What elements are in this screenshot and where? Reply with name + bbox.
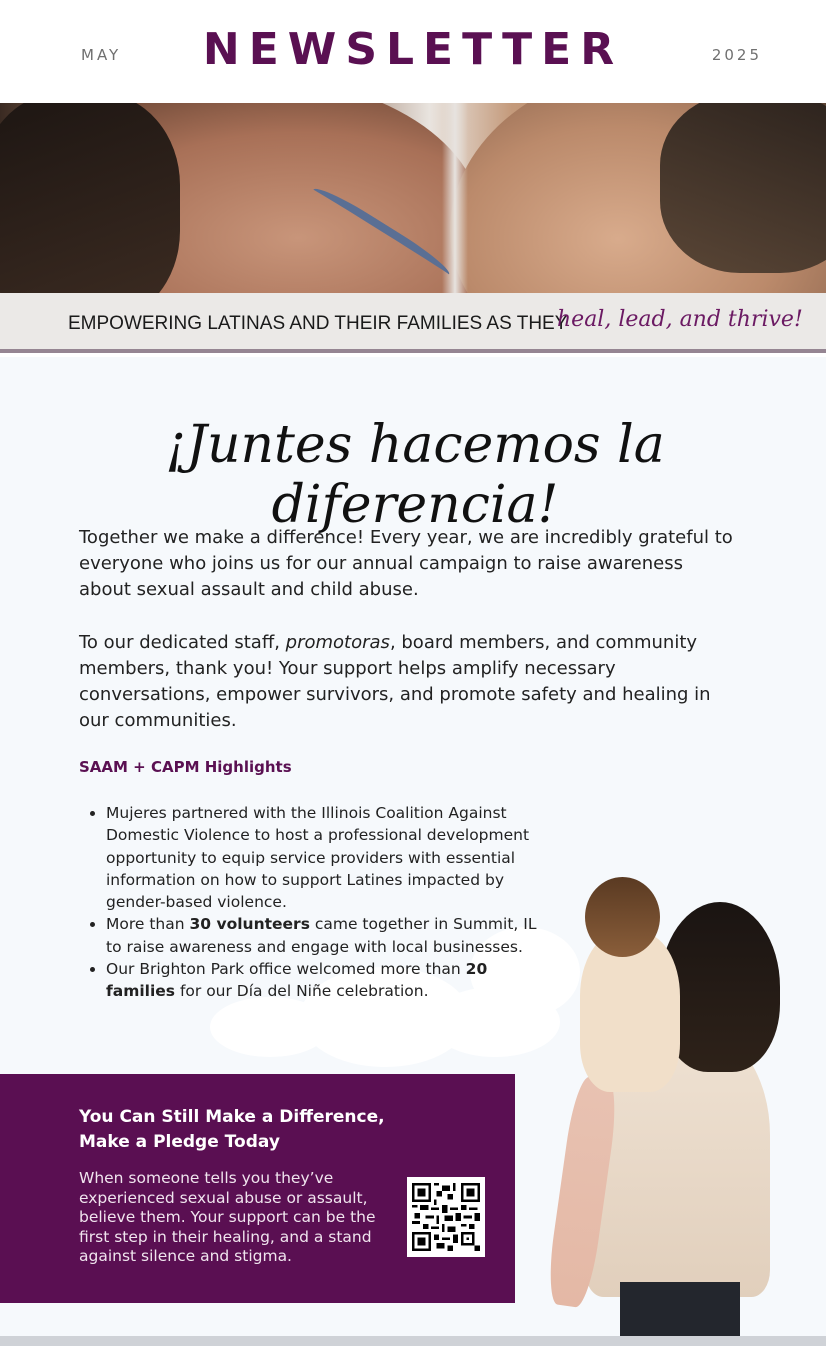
qr-code-icon xyxy=(412,1182,480,1252)
highlight-bold: 20 families xyxy=(106,960,488,1001)
list-item xyxy=(106,802,546,913)
promotoras-term: promotoras xyxy=(285,632,390,653)
highlights-title: SAAM + CAPM Highlights xyxy=(79,758,292,776)
hero-center-gap xyxy=(442,103,468,293)
pledge-body: When someone tells you they’ve experienced sexual abuse or assault, believe them. Your support can be the first step in their healing, and a stand against silence and stigma. xyxy=(79,1169,376,1265)
qr-code[interactable] xyxy=(407,1177,485,1257)
highlight-text-end: came together in Summit, IL to raise awareness and engage with local businesses. xyxy=(106,915,537,956)
intro-paragraph: Together we make a difference! Every year, we are incredibly grateful to everyone who joins us for our annual campaign to raise awareness about sexual assault and child abuse. xyxy=(79,527,733,600)
footer-bar xyxy=(0,1336,826,1346)
list-item xyxy=(106,958,546,1003)
mother-child-photo xyxy=(530,877,810,1337)
thanks-paragraph xyxy=(79,630,739,734)
highlight-text-end: for our Día del Niñe celebration. xyxy=(175,982,429,1001)
tagline-banner xyxy=(0,293,826,353)
main-content xyxy=(0,357,826,1336)
highlights-list xyxy=(106,802,546,1003)
main-heading: ¡Juntes hacemos la diferencia! xyxy=(165,415,665,535)
newsletter-header xyxy=(0,0,826,103)
newsletter-title: NEWSLETTER xyxy=(202,24,624,75)
highlight-text-start: Our Brighton Park office welcomed more than xyxy=(106,960,466,979)
pledge-title: You Can Still Make a Difference, Make a Pledge Today xyxy=(79,1107,385,1152)
thanks-text-start: To our dedicated staff, xyxy=(79,632,286,653)
mother-jeans-shape xyxy=(620,1282,740,1337)
highlight-text: Mujeres partnered with the Illinois Coalition Against Domestic Violence to host a professional development opportunity to equip service providers with essential information on how to support Latines impacted by gender-based violence. xyxy=(106,804,530,912)
highlight-text-start: More than xyxy=(106,915,190,934)
thanks-text-end: , board members, and community members, thank you! Your support helps amplify necessary conversations, empower survivors, and promote safety and healing in our communities. xyxy=(79,632,711,731)
issue-year: 2025 xyxy=(711,46,762,64)
hero-hair-right xyxy=(660,103,826,273)
hero-photo xyxy=(0,103,826,293)
list-item xyxy=(106,913,546,958)
issue-month: MAY xyxy=(81,46,122,64)
tagline-script: heal, lead, and thrive! xyxy=(557,307,803,332)
child-head-shape xyxy=(585,877,660,957)
tagline-text: EMPOWERING LATINAS AND THEIR FAMILIES AS THEY xyxy=(68,313,568,334)
pledge-box xyxy=(0,1074,515,1303)
highlight-bold: 30 volunteers xyxy=(189,915,310,934)
hero-hair-left xyxy=(0,103,180,293)
